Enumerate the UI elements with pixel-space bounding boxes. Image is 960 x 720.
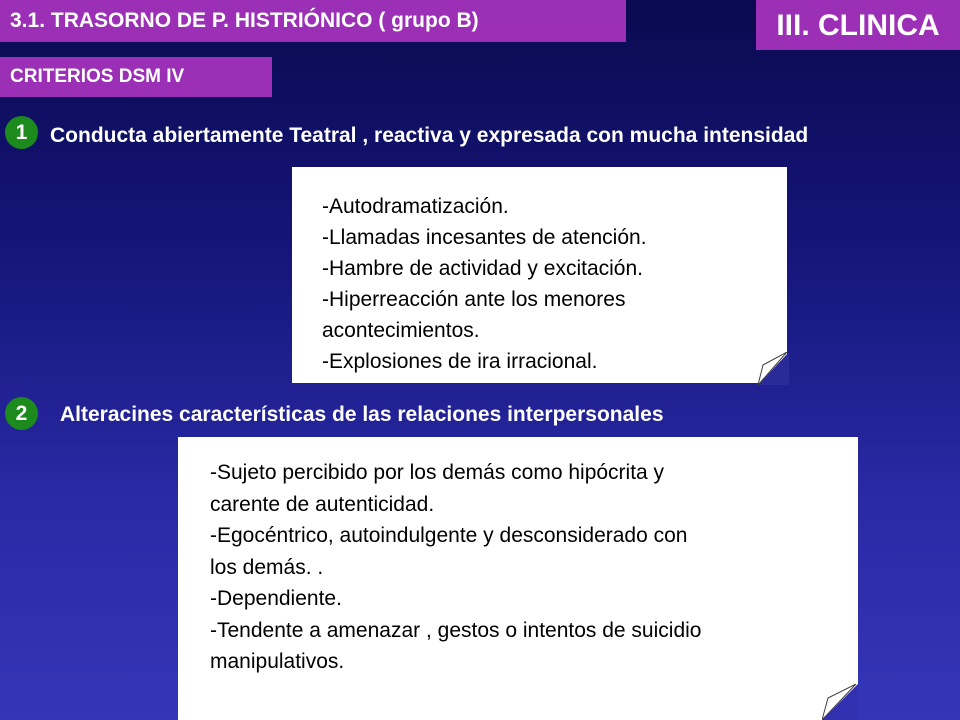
criterion-1-item: -Explosiones de ira irracional. [322,350,598,373]
criterion-1-heading: Conducta abiertamente Teatral , reactiva y expresada con mucha intensidad [50,124,809,147]
criterion-1-item: -Hiperreacción ante los menores [322,288,626,311]
criterion-1-item: acontecimientos. [322,319,480,342]
criterion-1-note-box [292,167,787,383]
criterion-2-item: manipulativos. [210,650,345,673]
criteria-label: CRITERIOS DSM IV [0,57,272,97]
criterion-2-item: carente de autenticidad. [210,492,435,516]
criterion-2-item: -Sujeto percibido por los demás como hipócrita y [210,461,665,484]
section-label: III. CLINICA [756,0,960,50]
criterion-2-note-box [178,437,858,720]
page-curl-icon [822,684,858,720]
criterion-1-item: -Autodramatización. [322,195,509,218]
criterion-2-heading: Alteracines características de las relaciones interpersonales [60,403,664,426]
criterion-2-number-badge: 2 [5,397,38,430]
criterion-2-item: -Dependiente. [210,587,342,610]
slide-title: 3.1. TRASORNO DE P. HISTRIÓNICO ( grupo B) [0,0,626,42]
criterion-2-item: -Tendente a amenazar , gestos o intentos de suicidio [210,618,702,642]
criterion-2-item: los demás. . [210,555,324,579]
criterion-1-item: -Hambre de actividad y excitación. [322,257,643,280]
criterion-1-item: -Llamadas incesantes de atención. [322,226,647,249]
criterion-2-item: -Egocéntrico, autoindulgente y desconsiderado con [210,524,688,547]
page-curl-icon [758,352,789,385]
criterion-1-number-badge: 1 [5,116,38,149]
